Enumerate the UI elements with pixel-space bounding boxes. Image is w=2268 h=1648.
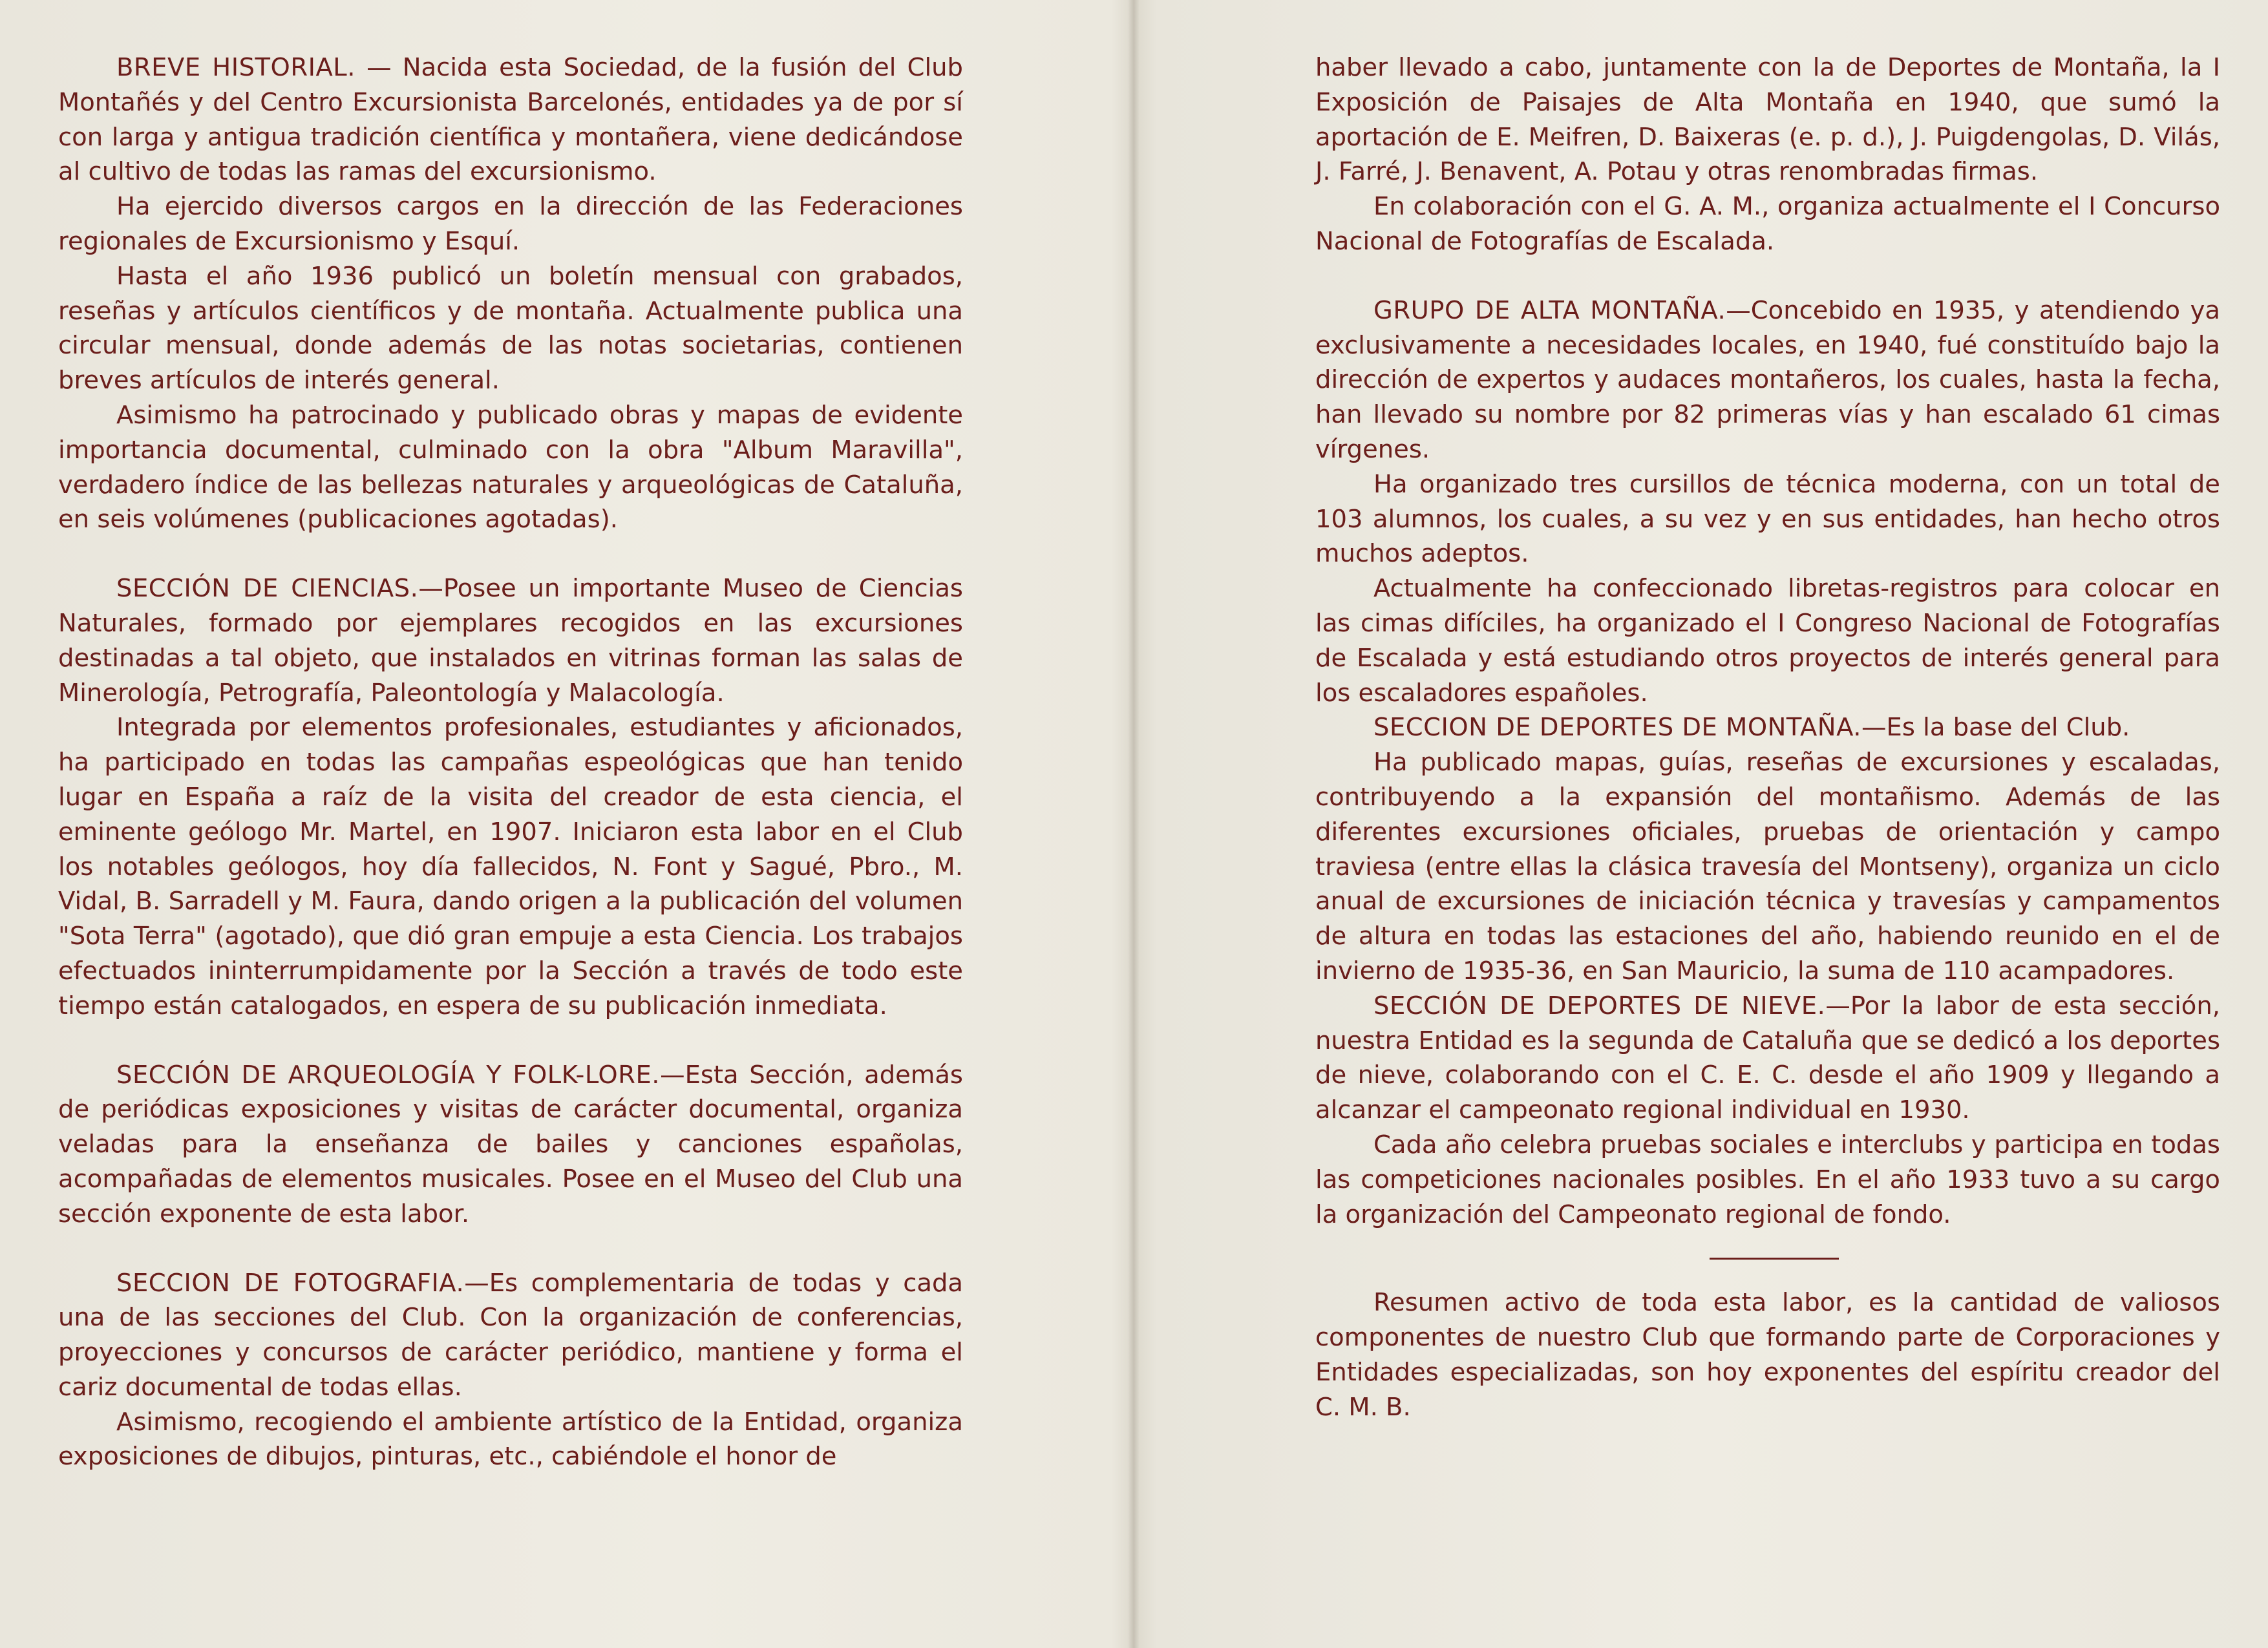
- fotografia-paragraph: [58, 1266, 963, 1405]
- fotografia-text: —Es complementaria de todas y cada una de las secciones del Club. Con la organización de conferencias, proyecciones y concursos de carácter periódico, mantiene y forma el cariz documental de todas ellas.: [58, 1268, 963, 1402]
- alta-montana-paragraph: [1315, 293, 2220, 467]
- historial-paragraph: [58, 50, 963, 189]
- alta-montana-paragraph-3: Actualmente ha confeccionado libretas-registros para colocar en las cimas difíciles, ha organizado el I Congreso Nacional de Fotografías de Escalada y está estudiando otros proyectos de interés general para los escaladores españoles.: [1315, 574, 2220, 708]
- resumen-paragraph: Resumen activo de toda esta labor, es la cantidad de valiosos componentes de nuestro Club que formando parte de Corporaciones y Entidades especializadas, son hoy exponentes del espíritu creador del C. M. B.: [1315, 1288, 2220, 1422]
- deportes-nieve-text: —Por la labor de esta sección, nuestra Entidad es la segunda de Cataluña que se dedicó a los deportes de nieve, colaborando con el C. E. C. desde el año 1909 y llegando a alcanzar el campeonato regional individual en 1930.: [1315, 991, 2220, 1125]
- historial-paragraph-2: Ha ejercido diversos cargos en la dirección de las Federaciones regionales de Excursionismo y Esquí.: [58, 192, 963, 256]
- historial-text: — Nacida esta Sociedad, de la fusión del Club Montañés y del Centro Excursionista Barcelonés, entidades ya de por sí con larga y antigua tradición científica y montañera, viene dedicándose al cultivo de todas las ramas del excursionismo.: [58, 53, 963, 187]
- arqueologia-text: —Esta Sección, además de periódicas exposiciones y visitas de carácter documental, organiza veladas para la enseñanza de bailes y canciones españolas, acompañadas de elementos musicales. Posee en el Museo del Club una sección exponente de esta labor.: [58, 1060, 963, 1229]
- alta-montana-heading: GRUPO DE ALTA MONTAÑA.: [1373, 295, 1726, 325]
- fotografia-paragraph-2: Asimismo, recogiendo el ambiente artístico de la Entidad, organiza exposiciones de dibujos, pinturas, etc., cabiéndole el honor de: [58, 1407, 963, 1472]
- ciencias-text: —Posee un importante Museo de Ciencias Naturales, formado por ejemplares recogidos en las excursiones destinadas a tal objeto, que instalados en vitrinas forman las salas de Minerología, Petrografía, Paleontología y Malacología.: [58, 574, 963, 708]
- alta-montana-text: —Concebido en 1935, y atendiendo ya exclusivamente a necesidades locales, en 1940, fué constituído bajo la dirección de expertos y audaces montañeros, los cuales, hasta la fecha, han llevado su nombre por 82 primeras vías y han escalado 61 cimas vírgenes.: [1315, 295, 2220, 464]
- left-page: [58, 50, 963, 1474]
- deportes-montana-paragraph: [1315, 710, 2220, 745]
- deportes-nieve-paragraph: [1315, 989, 2220, 1128]
- ciencias-paragraph: [58, 571, 963, 710]
- historial-heading: BREVE HISTORIAL.: [116, 53, 355, 82]
- deportes-nieve-heading: SECCIÓN DE DEPORTES DE NIEVE.: [1373, 991, 1826, 1020]
- ciencias-paragraph-2: Integrada por elementos profesionales, estudiantes y aficionados, ha participado en todas las campañas espeológicas que han tenido lugar en España a raíz de la visita del creador de esta ciencia, el eminente geólogo Mr. Martel, en 1907. Iniciaron esta labor en el Club los notables geólogos, hoy día fallecidos, N. Font y Sagué, Pbro., M. Vidal, B. Sarradell y M. Faura, dando origen a la publicación del volumen "Sota Terra" (agotado), que dió gran empuje a esta Ciencia. Los trabajos efectuados ininterrumpidamente por la Sección a través de todo este tiempo están catalogados, en espera de su publicación inmediata.: [58, 713, 963, 1020]
- historial-paragraph-4: Asimismo ha patrocinado y publicado obras y mapas de evidente importancia documental, culminado con la obra "Album Maravilla", verdadero índice de las bellezas naturales y arqueológicas de Cataluña, en seis volúmenes (publicaciones agotadas).: [58, 400, 963, 534]
- ciencias-heading: SECCIÓN DE CIENCIAS.: [116, 574, 419, 604]
- alta-montana-paragraph-2: Ha organizado tres cursillos de técnica moderna, con un total de 103 alumnos, los cuales, a su vez y en sus entidades, han hecho otros muchos adeptos.: [1315, 469, 2220, 569]
- deportes-montana-text: —Es la base del Club.: [1861, 713, 2130, 743]
- fotografia-heading: SECCION DE FOTOGRAFIA.: [116, 1268, 465, 1298]
- arqueologia-paragraph: [58, 1058, 963, 1232]
- deportes-montana-paragraph-2: Ha publicado mapas, guías, reseñas de excursiones y escaladas, contribuyendo a la expansión del montañismo. Además de las diferentes excursiones oficiales, pruebas de orientación y campo traviesa (entre ellas la clásica travesía del Montseny), organiza un ciclo anual de excursiones de iniciación técnica y travesías y campamentos de altura en todas las estaciones del año, habiendo reunido en el de invierno de 1935-36, en San Mauricio, la suma de 110 acampadores.: [1315, 748, 2220, 986]
- arqueologia-heading: SECCIÓN DE ARQUEOLOGÍA Y FOLK-LORE.: [116, 1060, 661, 1090]
- page-fold: [1128, 0, 1139, 1648]
- deportes-nieve-paragraph-2: Cada año celebra pruebas sociales e interclubs y participa en todas las competiciones nacionales posibles. En el año 1933 tuvo a su cargo la organización del Campeonato regional de fondo.: [1315, 1130, 2220, 1229]
- historial-paragraph-3: Hasta el año 1936 publicó un boletín mensual con grabados, reseñas y artículos científicos y de montaña. Actualmente publica una circular mensual, donde además de las notas societarias, contienen breves artículos de interés general.: [58, 261, 963, 396]
- right-page: [1315, 50, 2220, 1424]
- deportes-montana-heading: SECCION DE DEPORTES DE MONTAÑA.: [1373, 713, 1861, 743]
- fotografia-continuation: haber llevado a cabo, juntamente con la de Deportes de Montaña, la I Exposición de Paisajes de Alta Montaña en 1940, que sumó la aportación de E. Meifren, D. Baixeras (e. p. d.), J. Puigdengolas, D. Vilás, J. Farré, J. Benavent, A. Potau y otras renombradas firmas.: [1315, 53, 2220, 187]
- section-divider-rule: [1710, 1258, 1839, 1260]
- fotografia-concurso-paragraph: En colaboración con el G. A. M., organiza actualmente el I Concurso Nacional de Fotografías de Escalada.: [1315, 192, 2220, 256]
